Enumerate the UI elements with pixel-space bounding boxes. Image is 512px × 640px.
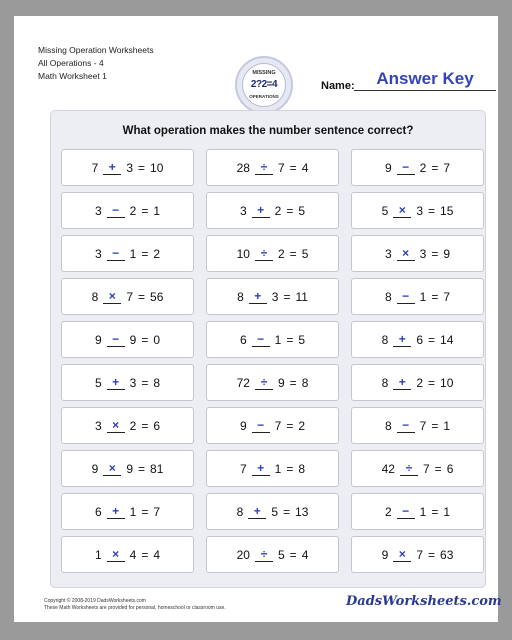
equals-sign: = [283, 504, 291, 519]
problem-operand-a: 7 [239, 461, 247, 476]
problem-operand-a: 9 [239, 418, 247, 433]
problem-result: 5 [298, 203, 306, 218]
problems-panel [50, 110, 486, 588]
problem-operand-b: 7 [422, 461, 430, 476]
operator-answer: ÷ [255, 376, 273, 390]
operator-answer: + [393, 333, 411, 347]
problem-operand-b: 1 [274, 461, 282, 476]
problem-cell [206, 364, 339, 401]
problem-cell [206, 278, 339, 315]
equals-sign: = [141, 375, 149, 390]
equals-sign: = [141, 246, 149, 261]
equals-sign: = [141, 332, 149, 347]
worksheet-page [14, 16, 502, 622]
problem-operand-a: 3 [94, 203, 102, 218]
equals-sign: = [141, 203, 149, 218]
problem-result: 9 [443, 246, 451, 261]
problem-operand-a: 3 [384, 246, 392, 261]
header-line-3: Math Worksheet 1 [38, 71, 107, 81]
operator-answer: × [107, 419, 125, 433]
problem-cell [61, 235, 194, 272]
problem-operand-b: 1 [129, 504, 137, 519]
problem-operand-b: 7 [126, 289, 133, 304]
problem-cell [351, 192, 484, 229]
problem-result: 11 [295, 289, 308, 304]
usage-note: These Math Worksheets are provided for personal, homeschool or classroom use. [44, 604, 226, 611]
operator-answer: − [397, 419, 415, 433]
equals-sign: = [141, 418, 149, 433]
equals-sign: = [289, 246, 297, 261]
operator-answer: × [107, 548, 125, 562]
problem-operand-a: 8 [381, 332, 389, 347]
problem-operand-a: 2 [384, 504, 392, 519]
operator-answer: × [393, 548, 411, 562]
problem-cell [351, 235, 484, 272]
problem-cell [206, 235, 339, 272]
problem-operand-a: 7 [91, 160, 99, 175]
problem-operand-a: 1 [94, 547, 102, 562]
problem-operand-b: 2 [274, 203, 282, 218]
problem-operand-b: 3 [126, 160, 133, 175]
worksheet-header [38, 44, 154, 83]
equals-sign: = [428, 203, 436, 218]
operator-answer: ÷ [255, 548, 273, 562]
problem-cell [206, 493, 339, 530]
problem-cell [61, 364, 194, 401]
name-label: Name: [321, 80, 355, 92]
problem-result: 2 [153, 246, 161, 261]
problem-result: 4 [301, 160, 309, 175]
problem-cell [206, 192, 339, 229]
equals-sign: = [141, 547, 149, 562]
question-text: What operation makes the number sentence correct? [122, 125, 414, 137]
problem-result: 7 [153, 504, 161, 519]
operator-answer: ÷ [255, 247, 273, 261]
problem-operand-b: 2 [129, 418, 137, 433]
equals-sign: = [138, 160, 146, 175]
operator-answer: − [107, 204, 125, 218]
problem-cell [61, 278, 194, 315]
problem-operand-b: 2 [419, 160, 427, 175]
copyright-text: Copyright © 2008-2019 DadsWorksheets.com [44, 598, 146, 604]
problem-operand-a: 6 [94, 504, 102, 519]
operator-answer: − [107, 333, 125, 347]
problem-operand-b: 2 [277, 246, 285, 261]
problem-cell [61, 450, 194, 487]
brand-logo: DadsWorksheets.com [346, 594, 502, 609]
operator-answer: + [249, 290, 267, 304]
problem-operand-a: 72 [236, 375, 250, 390]
operator-answer: ÷ [255, 161, 273, 175]
operator-answer: + [248, 505, 266, 519]
operator-answer: − [397, 290, 415, 304]
problem-operand-a: 8 [91, 289, 99, 304]
operator-answer: + [393, 376, 411, 390]
problem-operand-b: 3 [271, 289, 279, 304]
problem-operand-b: 1 [129, 246, 137, 261]
problem-result: 10 [150, 160, 164, 175]
problem-cell [351, 493, 484, 530]
problem-operand-b: 1 [419, 289, 427, 304]
problem-result: 1 [443, 418, 451, 433]
equals-sign: = [431, 504, 439, 519]
equals-sign: = [141, 504, 149, 519]
problem-operand-a: 42 [381, 461, 395, 476]
equals-sign: = [286, 203, 294, 218]
problem-cell [61, 321, 194, 358]
problem-result: 5 [298, 332, 306, 347]
logo-mid-text: 2?2=4 [250, 79, 278, 90]
problem-result: 56 [150, 289, 164, 304]
operator-answer: × [103, 462, 121, 476]
problem-result: 2 [298, 418, 306, 433]
problem-cell [206, 321, 339, 358]
equals-sign: = [138, 289, 146, 304]
problem-operand-b: 7 [419, 418, 427, 433]
equals-sign: = [289, 160, 297, 175]
problem-cell [206, 536, 339, 573]
problem-cell [206, 149, 339, 186]
operator-answer: + [252, 204, 270, 218]
problem-operand-a: 9 [384, 160, 392, 175]
problem-operand-b: 1 [419, 504, 427, 519]
operator-answer: − [252, 333, 270, 347]
logo-inner-circle [242, 63, 286, 107]
problem-operand-b: 3 [419, 246, 427, 261]
problem-result: 15 [440, 203, 454, 218]
problem-cell [351, 278, 484, 315]
operator-answer: ÷ [400, 462, 418, 476]
equals-sign: = [428, 375, 436, 390]
operator-answer: − [397, 505, 415, 519]
problem-cell [351, 450, 484, 487]
footer [44, 598, 226, 611]
problem-cell [206, 450, 339, 487]
problem-operand-a: 20 [236, 547, 250, 562]
problem-result: 4 [153, 547, 161, 562]
problem-cell [61, 493, 194, 530]
problem-cell [351, 407, 484, 444]
problem-operand-a: 8 [384, 418, 392, 433]
problem-cell [61, 192, 194, 229]
equals-sign: = [283, 289, 291, 304]
problem-operand-a: 5 [381, 203, 389, 218]
problem-operand-a: 8 [237, 289, 244, 304]
missing-operations-logo [235, 56, 293, 114]
equals-sign: = [431, 160, 439, 175]
logo-bottom-text: OPERATIONS [249, 94, 279, 99]
equals-sign: = [431, 289, 439, 304]
equals-sign: = [289, 375, 297, 390]
problem-result: 14 [440, 332, 454, 347]
problem-operand-b: 3 [416, 203, 423, 218]
problem-cell [61, 149, 194, 186]
operator-answer: + [103, 161, 121, 175]
operator-answer: + [107, 505, 125, 519]
problem-result: 6 [153, 418, 161, 433]
problem-operand-b: 6 [416, 332, 423, 347]
problem-result: 81 [150, 461, 164, 476]
equals-sign: = [431, 246, 439, 261]
problem-result: 7 [443, 289, 451, 304]
problem-operand-b: 2 [416, 375, 423, 390]
problem-operand-a: 10 [236, 246, 250, 261]
equals-sign: = [431, 418, 439, 433]
problem-result: 8 [153, 375, 161, 390]
operator-answer: − [107, 247, 125, 261]
problem-operand-a: 9 [94, 332, 102, 347]
problem-operand-a: 6 [239, 332, 247, 347]
problem-cell [206, 407, 339, 444]
problem-operand-a: 3 [94, 418, 102, 433]
problem-cell [61, 407, 194, 444]
answer-key-title: Answer Key [354, 68, 496, 91]
problem-operand-b: 7 [274, 418, 282, 433]
problem-operand-b: 5 [277, 547, 285, 562]
equals-sign: = [286, 418, 294, 433]
equals-sign: = [286, 332, 294, 347]
problem-result: 8 [301, 375, 309, 390]
equals-sign: = [289, 547, 297, 562]
problem-result: 13 [295, 504, 309, 519]
operator-answer: × [103, 290, 121, 304]
problem-operand-b: 2 [129, 203, 137, 218]
logo-top-text: MISSING [252, 70, 276, 76]
problem-result: 1 [443, 504, 451, 519]
problem-result: 63 [440, 547, 454, 562]
equals-sign: = [428, 332, 436, 347]
operator-answer: − [252, 419, 270, 433]
problem-operand-a: 5 [94, 375, 102, 390]
problem-operand-b: 9 [277, 375, 285, 390]
operator-answer: + [107, 376, 125, 390]
problem-operand-a: 9 [91, 461, 99, 476]
problem-operand-b: 1 [274, 332, 282, 347]
problem-result: 6 [446, 461, 454, 476]
equals-sign: = [138, 461, 146, 476]
problem-operand-a: 28 [236, 160, 250, 175]
operator-answer: × [397, 247, 415, 261]
problem-operand-a: 9 [381, 547, 389, 562]
problem-result: 7 [443, 160, 451, 175]
operator-answer: × [393, 204, 411, 218]
problem-operand-a: 8 [384, 289, 392, 304]
problem-operand-b: 9 [126, 461, 133, 476]
problem-operand-b: 3 [129, 375, 137, 390]
problem-cell [61, 536, 194, 573]
problem-cell [351, 321, 484, 358]
problem-operand-b: 7 [277, 160, 285, 175]
problem-cell [351, 149, 484, 186]
problem-result: 5 [301, 246, 309, 261]
problem-operand-b: 7 [416, 547, 423, 562]
problem-operand-a: 3 [94, 246, 102, 261]
problem-result: 4 [301, 547, 309, 562]
header-line-2: All Operations - 4 [38, 58, 104, 68]
equals-sign: = [434, 461, 442, 476]
operator-answer: − [397, 161, 415, 175]
problem-operand-b: 5 [271, 504, 278, 519]
operator-answer: + [252, 462, 270, 476]
problem-cell [351, 364, 484, 401]
equals-sign: = [286, 461, 294, 476]
header-line-1: Missing Operation Worksheets [38, 45, 154, 55]
problem-operand-b: 4 [129, 547, 137, 562]
equals-sign: = [428, 547, 436, 562]
problem-operand-a: 3 [239, 203, 247, 218]
problem-grid [61, 149, 484, 573]
problem-operand-a: 8 [236, 504, 244, 519]
problem-operand-b: 9 [129, 332, 137, 347]
problem-result: 10 [440, 375, 454, 390]
problem-cell [351, 536, 484, 573]
problem-result: 0 [153, 332, 161, 347]
problem-result: 8 [298, 461, 306, 476]
problem-operand-a: 8 [381, 375, 389, 390]
problem-result: 1 [153, 203, 161, 218]
